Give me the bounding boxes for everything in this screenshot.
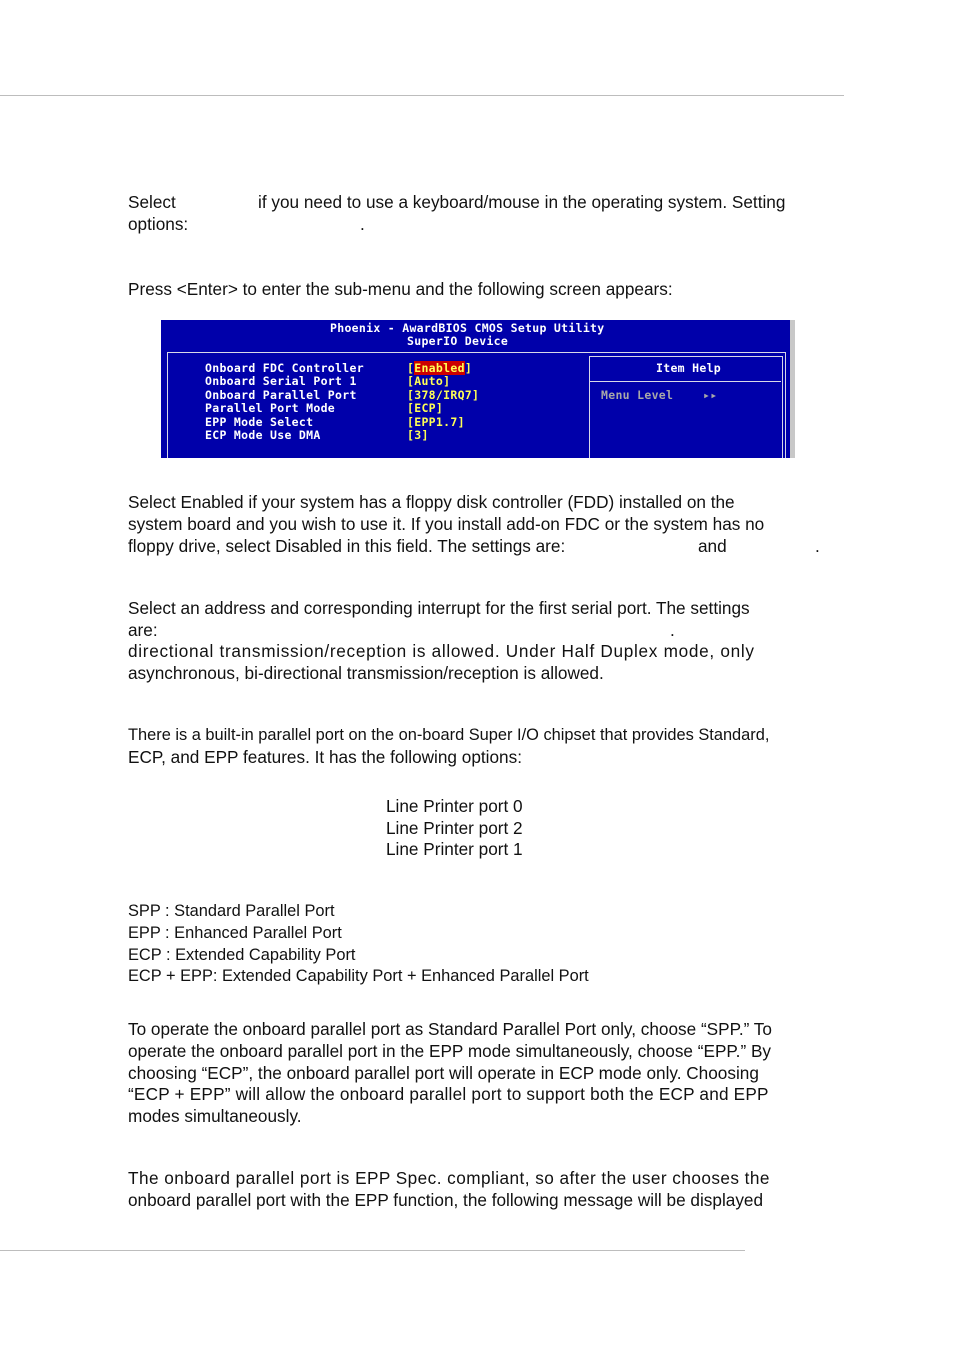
operate-line: To operate the onboard parallel port as Standard Parallel Port only, choose “SPP.” To: [128, 1019, 772, 1039]
bios-item-value: [Auto]: [407, 374, 451, 388]
bios-item-label: Onboard Serial Port 1: [205, 374, 357, 388]
mode-item: EPP : Enhanced Parallel Port: [128, 923, 342, 942]
bios-subtitle: SuperIO Device: [407, 334, 509, 348]
mode-item: SPP : Standard Parallel Port: [128, 902, 335, 920]
bios-menu-level: Menu Level: [601, 388, 674, 402]
mode-item: ECP : Extended Capability Port: [128, 945, 356, 964]
keyboard-select-word: Select: [128, 192, 176, 212]
operate-line: choosing “ECP”, the onboard parallel port will operate in ECP mode only. Choosing: [128, 1062, 759, 1083]
fdc-period: .: [815, 536, 820, 556]
bios-selected-value: Enabled: [414, 361, 465, 375]
bios-screenshot: [161, 320, 795, 458]
bios-item-label: Onboard FDC Controller: [205, 361, 364, 375]
keyboard-line1-rest: if you need to use a keyboard/mouse in the operating system. Setting: [258, 192, 786, 212]
bios-item-value: [ECP]: [407, 401, 444, 415]
serial-line1: Select an address and corresponding interrupt for the first serial port. The settings: [128, 598, 750, 618]
operate-line: operate the onboard parallel port in the EPP mode simultaneously, choose “EPP.” By: [128, 1040, 772, 1061]
serial-line: asynchronous, bi-directional transmission/reception is allowed.: [128, 662, 604, 683]
bios-item-label: EPP Mode Select: [205, 415, 314, 429]
epp-line: The onboard parallel port is EPP Spec. compliant, so after the user chooses the: [128, 1168, 770, 1188]
serial-line: directional transmission/reception is allowed. Under Half Duplex mode, only: [128, 641, 755, 661]
keyboard-options-word: options:: [128, 214, 189, 234]
fdc-line: Select Enabled if your system has a floppy disk controller (FDD) installed on the: [128, 492, 735, 512]
bios-menu-level-arrows-icon: ▸▸: [703, 388, 718, 402]
epp-paragraph: [128, 1168, 824, 1212]
press-enter-text: Press <Enter> to enter the sub-menu and the following screen appears:: [128, 279, 673, 299]
bios-value-text: EPP1.7: [414, 415, 458, 429]
mode-item: ECP + EPP: Extended Capability Port + Enhanced Parallel Port: [128, 967, 589, 986]
lpt-option: Line Printer port 1: [386, 839, 523, 859]
bios-item-value: [Enabled]: [407, 361, 473, 375]
lpt-option: Line Printer port 2: [386, 818, 523, 838]
bios-value-text: 3: [414, 428, 422, 442]
bios-item-label: Onboard Parallel Port: [205, 388, 357, 402]
fdc-and-word: and: [698, 536, 727, 556]
operate-paragraph: [128, 1019, 824, 1128]
keyboard-period: .: [360, 214, 365, 234]
lpt-option: Line Printer port 0: [386, 796, 523, 816]
bios-value-text: ECP: [414, 401, 436, 415]
bios-help-header-divider: [589, 381, 781, 382]
bios-value-text: Auto: [414, 374, 444, 388]
header-rule: [0, 95, 844, 96]
operate-line: “ECP + EPP” will allow the onboard parallel port to support both the ECP and EPP: [128, 1084, 769, 1105]
operate-line: modes simultaneously.: [128, 1106, 302, 1127]
serial-period: .: [670, 620, 675, 640]
bios-title: Phoenix - AwardBIOS CMOS Setup Utility: [330, 321, 605, 335]
bios-item-label: ECP Mode Use DMA: [205, 428, 321, 442]
serial-are-word: are:: [128, 620, 158, 640]
parallel-line: There is a built-in parallel port on the on-board Super I/O chipset that provides Standard,: [128, 726, 770, 744]
fdc-line: floppy drive, select Disabled in this field. The settings are:: [128, 535, 566, 556]
mode-list: [128, 901, 824, 988]
parallel-paragraph: [128, 725, 824, 769]
fdc-line: system board and you wish to use it. If you install add-on FDC or the system has no: [128, 513, 765, 534]
serial-paragraph-tail: [128, 641, 824, 685]
bios-item-help: Item Help: [656, 361, 722, 375]
footer-rule: [0, 1250, 745, 1251]
bios-item-label: Parallel Port Mode: [205, 401, 336, 415]
bios-item-value: [3]: [407, 428, 429, 442]
bios-item-value: [EPP1.7]: [407, 415, 465, 429]
parallel-line: ECP, and EPP features. It has the following options:: [128, 746, 522, 767]
bios-scrollbar-edge: [790, 320, 795, 458]
epp-line: onboard parallel port with the EPP function, the following message will be displayed: [128, 1189, 764, 1210]
bios-value-text: 378/IRQ7: [414, 388, 473, 402]
bios-item-value: [378/IRQ7]: [407, 388, 480, 402]
